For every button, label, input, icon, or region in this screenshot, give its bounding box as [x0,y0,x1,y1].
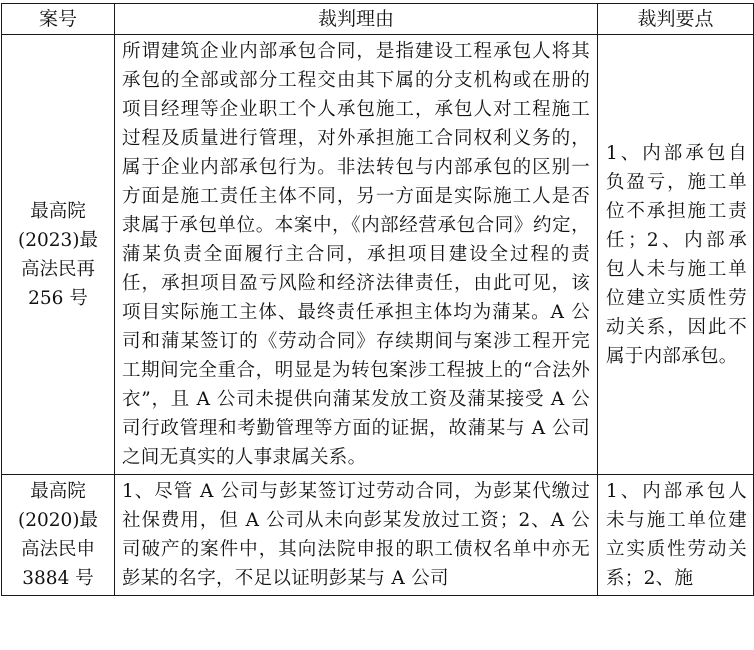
header-reason: 裁判理由 [115,4,598,35]
reason-text: 1、尽管 A 公司与彭某签订过劳动合同，为彭某代缴过社保费用，但 A 公司从未向彭某发放过工资；2、A 公司破产的案件中，其向法院申报的职工债权名单中亦无彭某的名字，不足以证明彭某与 A 公司 [122,481,590,589]
case-number-cell [2,475,115,596]
reason-cell [115,475,598,596]
reason-text: 所谓建筑企业内部承包合同，是指建设工程承包人将其承包的全部或部分工程交由其下属的分支机构或在册的项目经理等企业职工个人承包施工，承包人对工程施工过程及质量进行管理，对外承担施工合同权利义务的，属于企业内部承包行为。非法转包与内部承包的区别一方面是施工责任主体不同，另一方面是实际施工人是否隶属于承包单位。本案中，《内部经营承包合同》约定，蒲某负责全面履行主合同，承担项目建设全过程的责任，承担项目盈亏风险和经济法律责任，由此可见，该项目实际施工主体、最终责任承担主体均为蒲某。A 公司和蒲某签订的《劳动合同》存续期间与案涉工程开完工期间完全重合，明显是为转包案涉工程披上的“合法外衣”，且 A 公司未提供向蒲某发放工资及蒲某接受 A 公司行政管理和考勤管理等方面的证据，故蒲某与 A 公司之间无真实的人事隶属关系。 [122,41,590,468]
case-number-line: 高法民再 [20,258,95,280]
case-number-line: 256 号 [28,287,88,309]
point-cell [598,475,754,596]
table-header-row [2,4,754,35]
header-case-no: 案号 [2,4,115,35]
case-table [1,3,754,596]
point-text: 1、内部承包人未与施工单位建立实质性劳动关系；2、施 [606,481,747,589]
point-text: 1、内部承包自负盈亏，施工单位不承担施工责任；2、内部承包人未与施工单位建立实质性劳动关系，因此不属于内部承包。 [606,142,747,367]
reason-cell [115,35,598,475]
point-cell [598,35,754,475]
case-number-line: 3884 号 [22,568,94,589]
table-row [2,35,754,475]
case-number-line: 最高院 [30,200,86,222]
case-number-line: 最高院 [30,481,86,502]
header-point: 裁判要点 [598,4,754,35]
table-row [2,475,754,596]
case-number-line: (2020)最 [17,510,99,531]
case-number-line: 高法民申 [20,539,95,560]
case-number-line: (2023)最 [17,229,99,251]
case-number-cell [2,35,115,475]
